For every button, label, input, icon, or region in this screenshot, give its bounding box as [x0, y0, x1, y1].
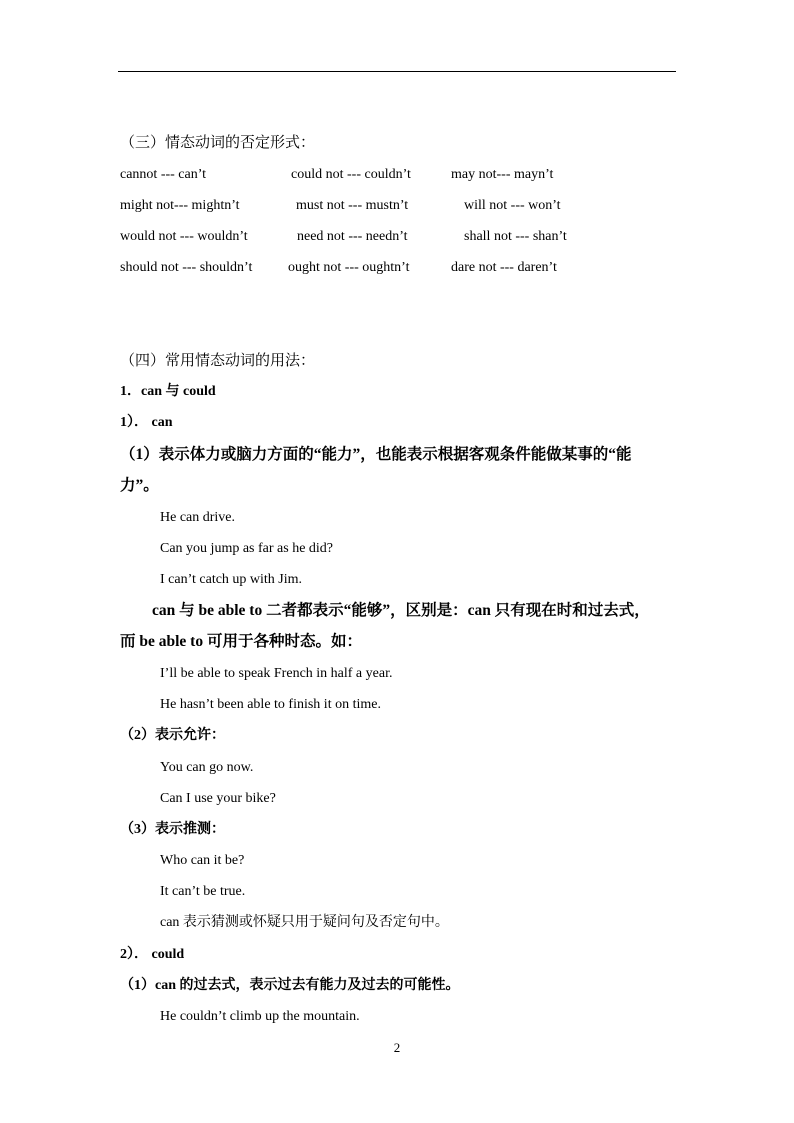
item1-heading: 1．can 与 could	[120, 384, 216, 399]
negation-cell: ought not --- oughtn’t	[288, 260, 410, 275]
example-sentence: Who can it be?	[160, 853, 245, 868]
negation-cell: cannot --- can’t	[120, 167, 207, 182]
example-sentence: He couldn’t climb up the mountain.	[160, 1009, 360, 1024]
negation-cell: need not --- needn’t	[297, 229, 408, 244]
section3-heading: （三）情态动词的否定形式：	[120, 135, 316, 151]
example-sentence: You can go now.	[160, 760, 254, 775]
example-sentence: I’ll be able to speak French in half a year.	[160, 666, 393, 681]
permission-heading: （2）表示允许：	[120, 728, 225, 743]
negation-cell: should not --- shouldn’t	[120, 260, 253, 275]
ability-paragraph-line2: 力”。	[120, 477, 159, 494]
negation-cell: shall not --- shan’t	[464, 229, 567, 244]
speculation-heading: （3）表示推测：	[120, 822, 225, 837]
negation-cell: must not --- mustn’t	[296, 198, 409, 213]
sub2-heading: 2）． could	[120, 947, 185, 962]
comparison-note-line1: can 与 be able to 二者都表示“能够”，区别是：can 只有现在时和过去式，	[152, 602, 650, 619]
comparison-note-line2: 而 be able to 可用于各种时态。如：	[120, 633, 362, 650]
negation-cell: may not--- mayn’t	[451, 167, 554, 182]
could-paragraph: （1）can 的过去式，表示过去有能力及过去的可能性。	[120, 978, 460, 993]
page-number: 2	[393, 1040, 401, 1055]
header-rule	[118, 71, 676, 72]
example-sentence: He hasn’t been able to finish it on time.	[160, 697, 381, 712]
example-sentence: I can’t catch up with Jim.	[160, 572, 303, 587]
example-sentence: Can you jump as far as he did?	[160, 541, 334, 556]
example-sentence: It can’t be true.	[160, 884, 246, 899]
example-sentence: Can I use your bike?	[160, 791, 276, 806]
negation-cell: dare not --- daren’t	[451, 260, 557, 275]
negation-cell: might not--- mightn’t	[120, 198, 240, 213]
usage-note: can 表示猜测或怀疑只用于疑问句及否定句中。	[160, 915, 449, 930]
negation-cell: could not --- couldn’t	[291, 167, 411, 182]
sub1-heading: 1）． can	[120, 415, 173, 430]
ability-paragraph-line1: （1）表示体力或脑力方面的“能力”，也能表示根据客观条件能做某事的“能	[120, 446, 632, 463]
example-sentence: He can drive.	[160, 510, 236, 525]
section4-heading: （四）常用情态动词的用法：	[120, 353, 316, 369]
negation-cell: will not --- won’t	[464, 198, 561, 213]
negation-cell: would not --- wouldn’t	[120, 229, 248, 244]
